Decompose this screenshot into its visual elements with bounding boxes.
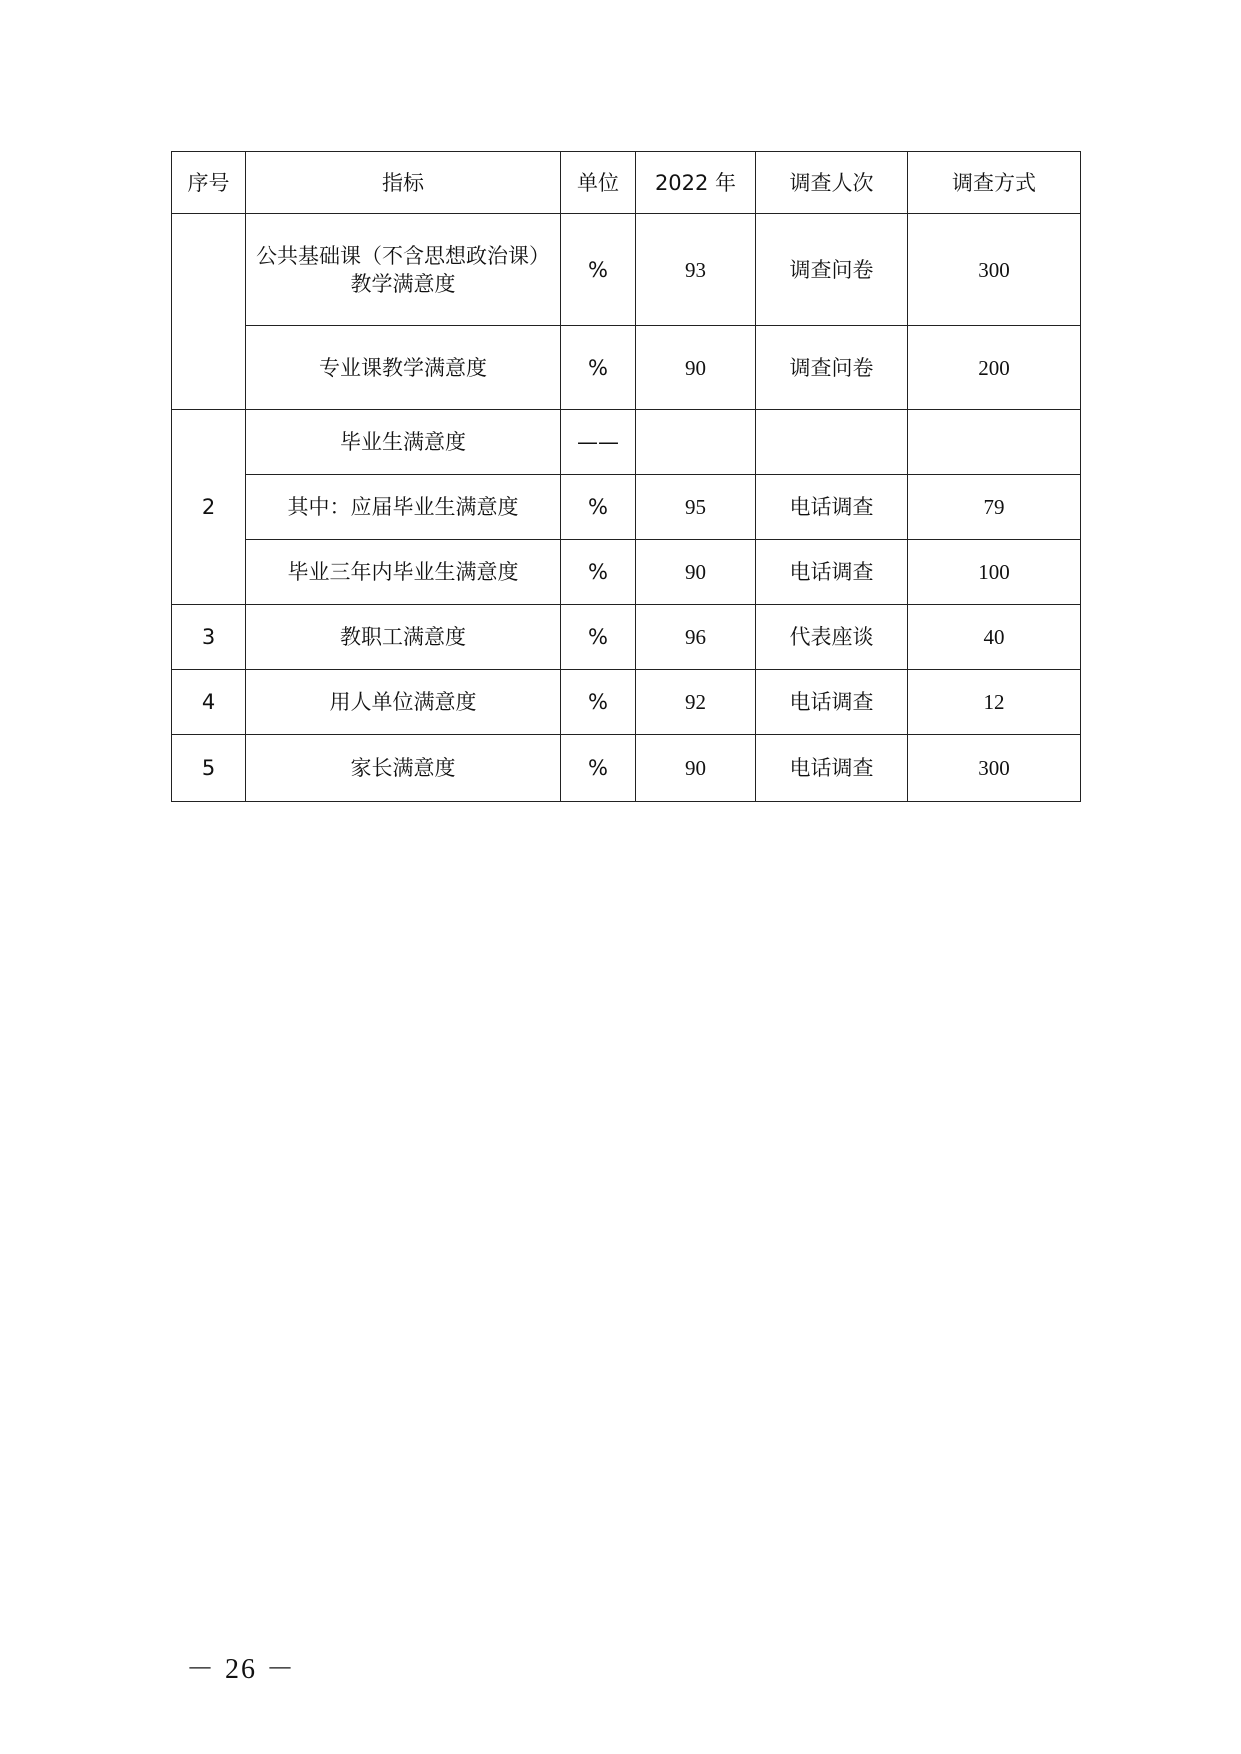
value-cell: 90: [636, 540, 756, 605]
unit-cell: %: [561, 735, 636, 802]
unit-cell: %: [561, 475, 636, 540]
satisfaction-survey-table: [171, 151, 1081, 802]
unit-cell: %: [561, 670, 636, 735]
unit-cell: %: [561, 214, 636, 326]
unit-cell: ——: [561, 410, 636, 475]
indicator-cell: 教职工满意度: [246, 605, 561, 670]
header-year: 2022 年: [636, 152, 756, 214]
count-cell: 79: [908, 475, 1081, 540]
header-indicator: 指标: [246, 152, 561, 214]
seq-cell: [172, 214, 246, 410]
table-header-row: [172, 152, 1081, 214]
value-cell: 92: [636, 670, 756, 735]
indicator-cell: 公共基础课（不含思想政治课）教学满意度: [246, 214, 561, 326]
method-cell: 电话调查: [756, 735, 908, 802]
count-cell: 40: [908, 605, 1081, 670]
seq-cell: 2: [172, 410, 246, 605]
table-row: [172, 605, 1081, 670]
count-cell: 100: [908, 540, 1081, 605]
seq-cell: 5: [172, 735, 246, 802]
indicator-cell: 毕业生满意度: [246, 410, 561, 475]
table-row: [172, 475, 1081, 540]
header-method: 调查方式: [908, 152, 1081, 214]
value-cell: 90: [636, 326, 756, 410]
value-cell: 90: [636, 735, 756, 802]
unit-cell: %: [561, 326, 636, 410]
count-cell: 12: [908, 670, 1081, 735]
method-cell: 电话调查: [756, 670, 908, 735]
count-cell: 300: [908, 735, 1081, 802]
header-seq: 序号: [172, 152, 246, 214]
value-cell: 95: [636, 475, 756, 540]
table-row: [172, 670, 1081, 735]
table-row: [172, 326, 1081, 410]
unit-cell: %: [561, 605, 636, 670]
indicator-cell: 专业课教学满意度: [246, 326, 561, 410]
value-cell: 93: [636, 214, 756, 326]
table-row: [172, 214, 1081, 326]
method-cell: 电话调查: [756, 475, 908, 540]
indicator-cell: 毕业三年内毕业生满意度: [246, 540, 561, 605]
table-row: [172, 735, 1081, 802]
header-unit: 单位: [561, 152, 636, 214]
method-cell: 调查问卷: [756, 326, 908, 410]
seq-cell: 4: [172, 670, 246, 735]
indicator-cell: 其中：应届毕业生满意度: [246, 475, 561, 540]
header-count: 调查人次: [756, 152, 908, 214]
count-cell: 300: [908, 214, 1081, 326]
value-cell: 96: [636, 605, 756, 670]
unit-cell: %: [561, 540, 636, 605]
count-cell: [908, 410, 1081, 475]
table-row: [172, 410, 1081, 475]
method-cell: 电话调查: [756, 540, 908, 605]
count-cell: 200: [908, 326, 1081, 410]
method-cell: 调查问卷: [756, 214, 908, 326]
indicator-cell: 家长满意度: [246, 735, 561, 802]
seq-cell: 3: [172, 605, 246, 670]
method-cell: [756, 410, 908, 475]
method-cell: 代表座谈: [756, 605, 908, 670]
page-number: － 26 －: [186, 1654, 297, 1685]
value-cell: [636, 410, 756, 475]
table-row: [172, 540, 1081, 605]
indicator-cell: 用人单位满意度: [246, 670, 561, 735]
